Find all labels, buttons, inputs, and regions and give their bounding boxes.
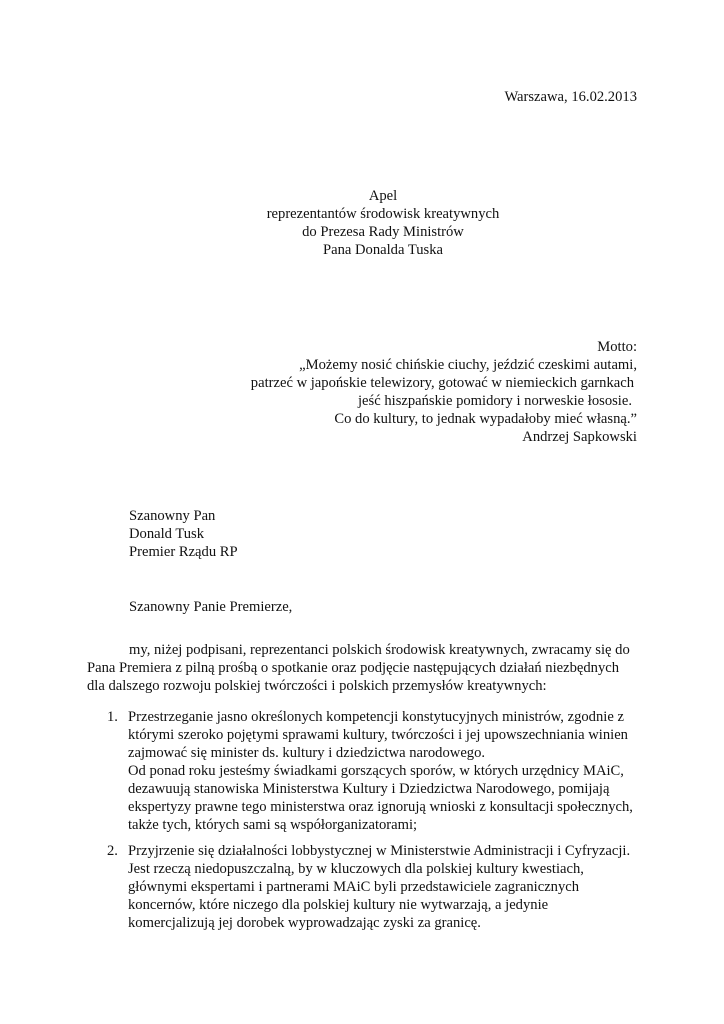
list-item-line: Jest rzeczą niedopuszczalną, by w kluczowych dla polskiej kultury kwestiach, <box>128 861 584 877</box>
list-item-line: koncernów, które niczego dla polskiej kultury nie wytwarzają, a jedynie <box>128 897 549 913</box>
motto-label: Motto: <box>597 339 637 355</box>
intro-line: Pana Premiera z pilną prośbą o spotkanie oraz podjęcie następujących działań niezbędnych <box>87 660 620 676</box>
motto-quote-line: patrzeć w japońskie telewizory, gotować w niemieckich garnkach <box>250 375 634 391</box>
address-line: Premier Rządu RP <box>129 544 238 560</box>
letter-date: Warszawa, 16.02.2013 <box>504 89 637 105</box>
list-item-line: dezawuują stanowiska Ministerstwa Kultury i Dziedzictwa Narodowego, pomijają <box>128 781 610 797</box>
motto-quote-line: jeść hiszpańskie pomidory i norweskie łososie. <box>358 393 632 409</box>
list-item-number: 2. <box>107 843 118 859</box>
recipient-address <box>129 507 238 561</box>
title-line: Pana Donalda Tuska <box>323 242 443 258</box>
list-item-line: Przyjrzenie się działalności lobbystycznej w Ministerstwie Administracji i Cyfryzacji. <box>128 843 631 859</box>
motto-quote-line: Co do kultury, to jednak wypadałoby mieć własną.” <box>334 411 637 427</box>
list-item-line: którymi szeroko pojętymi sprawami kultury, twórczości i jej upowszechniania winien <box>128 727 628 743</box>
motto <box>251 338 637 446</box>
list-item-line: głównymi ekspertami i partnerami MAiC byli przedstawiciele zagranicznych <box>128 879 580 895</box>
title-line: Apel <box>368 188 398 204</box>
address-line: Donald Tusk <box>129 526 205 542</box>
list-item-line: ekspertyzy prawne tego ministerstwa oraz ignorują wnioski z konsultacji społecznych, <box>128 799 633 815</box>
salutation: Szanowny Panie Premierze, <box>129 599 293 615</box>
list-item-line: zajmować się minister ds. kultury i dziedzictwa narodowego. <box>128 745 486 761</box>
letter-title <box>0 187 724 259</box>
address-line: Szanowny Pan <box>129 508 216 524</box>
intro-line: dla dalszego rozwoju polskiej twórczości i polskich przemysłów kreatywnych: <box>87 678 547 694</box>
list-item-line: Od ponad roku jesteśmy świadkami gorszących sporów, w których urzędnicy MAiC, <box>128 763 624 779</box>
list-item-line: także tych, których sami są współorganizatorami; <box>128 817 418 833</box>
list-item-line: Przestrzeganie jasno określonych kompetencji konstytucyjnych ministrów, zgodnie z <box>128 709 624 725</box>
list-item-number: 1. <box>107 709 118 725</box>
intro-paragraph <box>87 641 647 695</box>
motto-author: Andrzej Sapkowski <box>522 429 637 445</box>
intro-line: my, niżej podpisani, reprezentanci polskich środowisk kreatywnych, zwracamy się do <box>129 642 630 658</box>
motto-quote-line: „Możemy nosić chińskie ciuchy, jeździć czeskimi autami, <box>299 357 637 373</box>
title-line: reprezentantów środowisk kreatywnych <box>266 206 500 222</box>
title-line: do Prezesa Rady Ministrów <box>302 224 464 240</box>
list-item-line: komercjalizują jej dorobek wyprowadzając zyski za granicę. <box>128 915 481 931</box>
